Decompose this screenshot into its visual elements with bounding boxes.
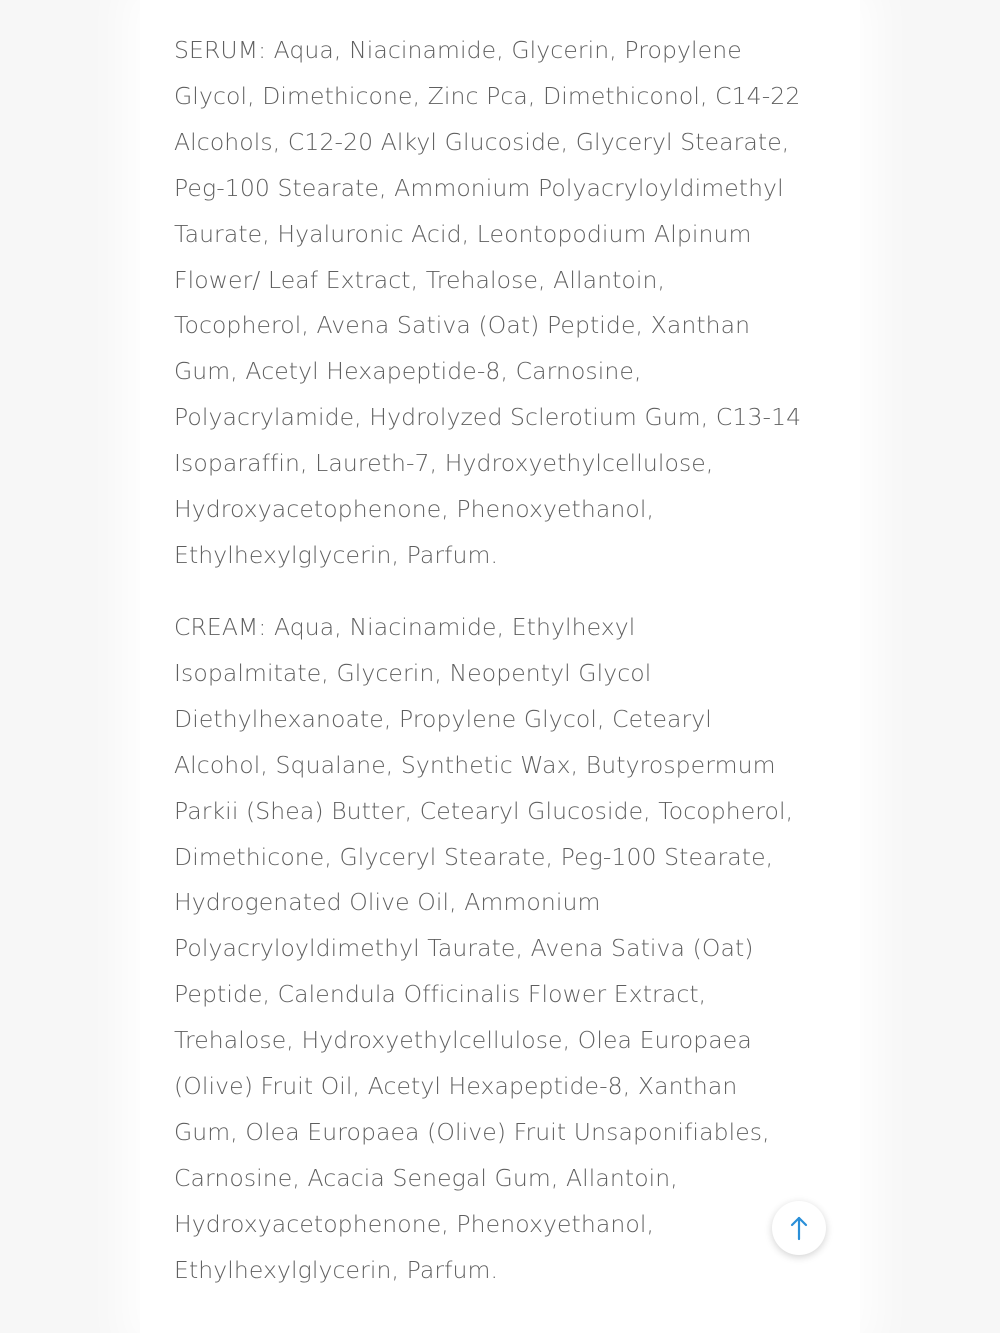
arrow-up-icon [788,1215,810,1241]
cream-line: Peptide, Calendula Officinalis Flower Extract, [174,980,707,1009]
cream-line: Ethylhexylglycerin, Parfum. [174,1255,499,1284]
cream-line: (Olive) Fruit Oil, Acetyl Hexapeptide-8, Xanthan [174,1072,738,1101]
cream-line: Polyacryloyldimethyl Taurate, Avena Sativa (Oat) [174,934,754,963]
serum-line: Gum, Acetyl Hexapeptide-8, Carnosine, [174,357,642,386]
cream-line: Hydroxyacetophenone, Phenoxyethanol, [174,1209,655,1238]
serum-line: SERUM: Aqua, Niacinamide, Glycerin, Propylene [174,36,742,64]
cream-line: Parkii (Shea) Butter, Cetearyl Glucoside, Tocopherol, [174,796,794,825]
cream-line: Isopalmitate, Glycerin, Neopentyl Glycol [174,658,652,687]
serum-line: Peg-100 Stearate, Ammonium Polyacryloyldimethyl [174,173,784,202]
serum-line: Tocopherol, Avena Sativa (Oat) Peptide, Xanthan [174,311,751,340]
serum-line: Flower/ Leaf Extract, Trehalose, Allantoin, [174,265,666,294]
serum-line: Glycol, Dimethicone, Zinc Pca, Dimethiconol, C14-22 [174,81,801,110]
serum-line: Taurate, Hyaluronic Acid, Leontopodium Alpinum [174,219,752,248]
serum-ingredients [174,28,834,579]
cream-line: Gum, Olea Europaea (Olive) Fruit Unsaponifiables, [174,1117,770,1146]
cream-line: Hydrogenated Olive Oil, Ammonium [174,888,601,917]
cream-line: Carnosine, Acacia Senegal Gum, Allantoin, [174,1163,678,1192]
scroll-to-top-button[interactable] [772,1201,826,1255]
serum-line: Hydroxyacetophenone, Phenoxyethanol, [174,495,655,524]
cream-ingredients [174,605,834,1294]
cream-line: Dimethicone, Glyceryl Stearate, Peg-100 Stearate, [174,842,774,871]
cream-line: Diethylhexanoate, Propylene Glycol, Cetearyl [174,704,712,733]
serum-line: Ethylhexylglycerin, Parfum. [174,540,499,569]
serum-line: Polyacrylamide, Hydrolyzed Sclerotium Gum, C13-14 [174,403,802,432]
serum-line: Alcohols, C12-20 Alkyl Glucoside, Glyceryl Stearate, [174,127,790,156]
cream-line: Alcohol, Squalane, Synthetic Wax, Butyrospermum [174,750,776,779]
cream-line: Trehalose, Hydroxyethylcellulose, Olea Europaea [174,1026,752,1055]
serum-line: Isoparaffin, Laureth-7, Hydroxyethylcellulose, [174,449,714,478]
cream-line: CREAM: Aqua, Niacinamide, Ethylhexyl [174,613,636,641]
